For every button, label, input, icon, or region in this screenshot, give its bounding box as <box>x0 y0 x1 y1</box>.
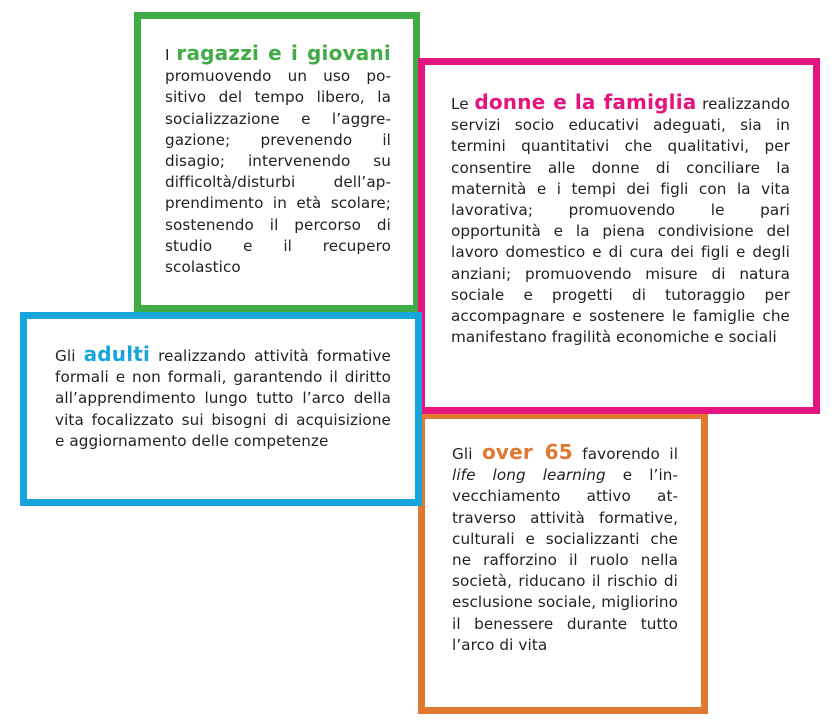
adulti-keyword: adulti <box>83 342 151 366</box>
ragazzi-keyword: ragazzi e i giovani <box>176 41 391 65</box>
over65-keyword: over 65 <box>481 440 573 464</box>
adulti-text: realizzando attività formative formali e non formali, garantendo il diritto all’apprendimento lungo tutto l’arco della vita focalizzato sui bisogni di acquisizione e aggiornamento delle competenze <box>55 347 391 450</box>
ragazzi-lead: I <box>165 46 177 64</box>
over65-text-after: e l’invecchiamento attivo attraverso attività formative, culturali e socializzanti che ne rafforzino il ruolo nella società, riducano il rischio di esclusione sociale, migliorino il benessere durante tutto l’arco di vita <box>452 466 679 654</box>
adulti-paragraph <box>55 344 391 452</box>
over65-lead: Gli <box>452 445 482 463</box>
over65-text-before: favorendo il <box>572 445 679 463</box>
adulti-box <box>20 312 422 506</box>
donne-paragraph <box>451 92 790 348</box>
ragazzi-text: promuovendo un uso positivo del tempo libero, la socializzazione e l’aggregazione; prevenendo il disagio; intervenendo su difficoltà/disturbi dell’apprendimento in età scolare; sostenendo il percorso di studio e il recupero scolastico <box>165 67 391 277</box>
over65-paragraph <box>452 442 678 656</box>
ragazzi-paragraph <box>165 43 391 278</box>
donne-lead: Le <box>451 95 475 113</box>
donne-box <box>418 58 820 414</box>
over65-italic-term: life long learning <box>452 466 606 485</box>
adulti-lead: Gli <box>55 347 84 365</box>
over65-box <box>418 412 708 714</box>
donne-text: realizzando servizi socio educativi adeguati, sia in termini quantitativi che qualitativi, per consentire alle donne di conciliare la maternità e i tempi dei figli con la vita lavorativa; promuovendo le pari opportunità e la piena condivisione del lavoro domestico e di cura dei figli e degli anziani; promuovendo misure di natura sociale e progetti di tutoraggio per accompagnare e sostenere le famiglie che manifestano fragilità economiche e sociali <box>451 95 790 347</box>
donne-keyword: donne e la famiglia <box>474 90 697 114</box>
ragazzi-box <box>134 12 420 312</box>
